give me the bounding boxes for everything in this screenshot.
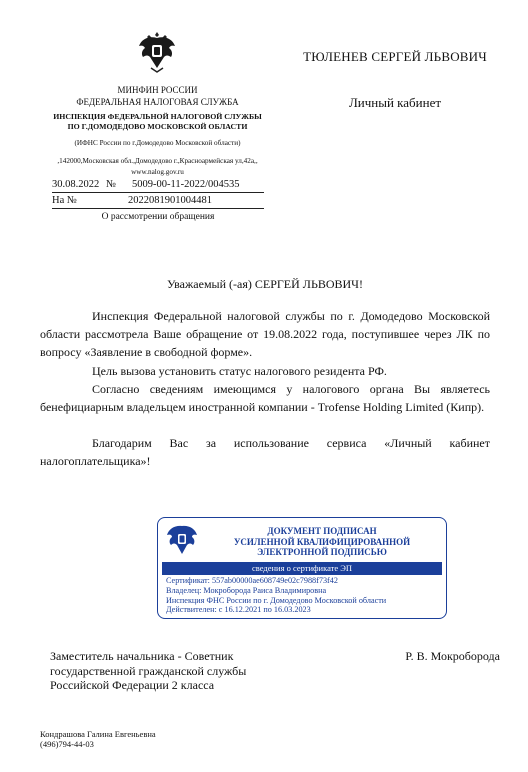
underline (52, 192, 264, 193)
certificate-owner: Владелец: Мокроборода Раиса Владимировна (166, 585, 327, 595)
inspection-line: ИНСПЕКЦИЯ ФЕДЕРАЛЬНОЙ НАЛОГОВОЙ СЛУЖБЫ (53, 112, 262, 121)
stamp-title-line: ЭЛЕКТРОННОЙ ПОДПИСЬЮ (257, 547, 387, 557)
coat-of-arms-icon (164, 522, 200, 558)
position-line: Заместитель начальника - Советник (50, 649, 234, 663)
recipient-name: ТЮЛЕНЕВ СЕРГЕЙ ЛЬВОВИЧ (303, 49, 487, 64)
electronic-signature-stamp (157, 517, 447, 619)
number-sign: № (106, 179, 117, 190)
stamp-title (202, 526, 442, 558)
registration-date: 30.08.2022 (52, 179, 100, 190)
recipient-cabinet: Личный кабинет (348, 95, 442, 110)
website-line: www.nalog.gov.ru (131, 168, 184, 176)
sender-ifns: (ИФНС России по г.Домодедово Московской области) (74, 139, 241, 147)
coat-of-arms-icon (136, 28, 178, 74)
letter-topic: О рассмотрении обращения (101, 212, 215, 222)
paragraph: Благодарим Вас за использование сервиса «Личный кабинет налогоплательщика»! (40, 436, 490, 469)
ministry-line: МИНФИН РОССИИ (117, 85, 198, 95)
executor-name: Кондрашова Галина Евгеньевна (40, 729, 156, 739)
letter-body (40, 307, 490, 471)
reference-number: 2022081901004481 (128, 195, 212, 206)
paragraph: Инспекция Федеральной налоговой службы по г. Домодедово Московской области рассмотрела Ваше обращение от 19.08.2022 года, поступившее через ЛК по вопросу «Заявление в свободной форме». (40, 309, 490, 360)
paragraph: Цель вызова установить статус налогового резидента РФ. (92, 363, 387, 378)
registration-number: 5009-00-11-2022/004535 (132, 179, 240, 190)
position-line: Российской Федерации 2 класса (50, 678, 215, 692)
certificate-details (166, 576, 442, 615)
executor-info (40, 729, 240, 749)
certificate-issuer: Инспекция ФНС России по г. Домодедово Московской области (166, 595, 387, 605)
signer-name: Р. В. Мокроборода (405, 649, 500, 663)
address-line: ,142000,Московская обл.,Домодедово г.,Красноармейская ул,42а,, (57, 157, 258, 165)
registration-date-row (52, 179, 264, 192)
salutation: Уважаемый (-ая) СЕРГЕЙ ЛЬВОВИЧ! (167, 277, 363, 291)
position-line: государственной гражданской службы (50, 663, 247, 678)
service-line: ФЕДЕРАЛЬНАЯ НАЛОГОВАЯ СЛУЖБА (76, 97, 239, 107)
stamp-title-line: ДОКУМЕНТ ПОДПИСАН (267, 526, 377, 536)
reference-row (52, 195, 264, 208)
sender-address (40, 156, 275, 178)
signer-position (50, 649, 290, 693)
inspection-line: ПО Г.ДОМОДЕДОВО МОСКОВСКОЙ ОБЛАСТИ (67, 122, 248, 131)
underline (52, 208, 264, 209)
sender-inspection (50, 112, 265, 132)
certificate-number: Сертификат: 557ab00000ae608749e02c7988f73f42 (166, 576, 338, 585)
stamp-band: сведения о сертификате ЭП (162, 562, 442, 575)
sender-ministry (50, 84, 265, 108)
executor-phone: (496)794-44-03 (40, 739, 94, 749)
paragraph: Согласно сведениям имеющимся у налогового органа Вы являетесь бенефициарным владельцем иностранной компании - Trofense Holding Limited (Кипр). (40, 381, 490, 415)
stamp-title-line: УСИЛЕННОЙ КВАЛИФИЦИРОВАННОЙ (233, 536, 411, 547)
reference-label: На № (52, 195, 77, 206)
certificate-validity: Действителен: с 16.12.2021 по 16.03.2023 (166, 605, 311, 615)
